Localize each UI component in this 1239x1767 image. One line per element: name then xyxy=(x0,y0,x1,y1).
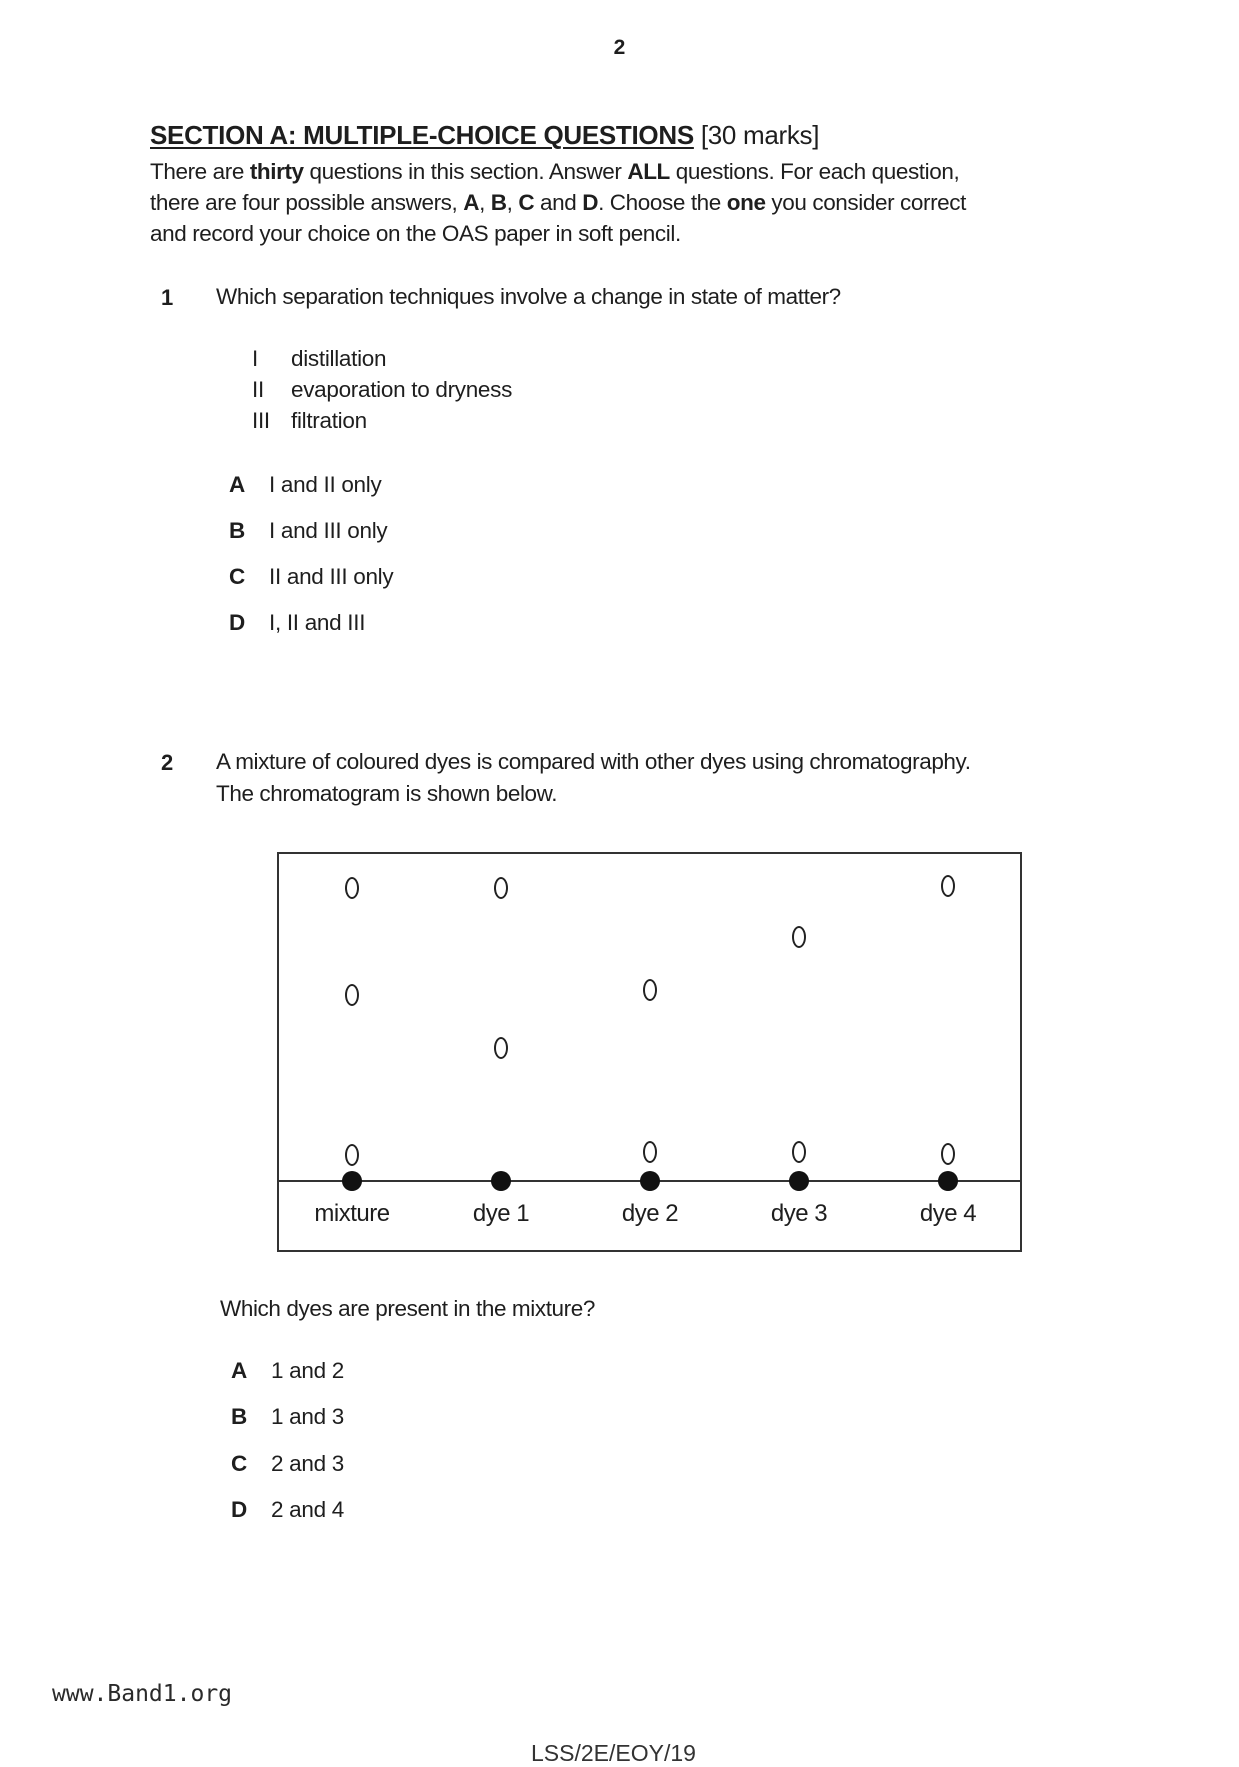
option-letter: C xyxy=(231,1451,247,1476)
dye4-origin-dot xyxy=(938,1171,958,1191)
section-title: SECTION A: MULTIPLE-CHOICE QUESTIONS xyxy=(150,120,694,150)
letter-b: B xyxy=(490,190,507,215)
option-text: 1 and 3 xyxy=(271,1404,344,1429)
option-text: 1 and 2 xyxy=(271,1358,344,1383)
option-text: I and II only xyxy=(269,472,382,497)
question-1-text: Which separation techniques involve a change in state of matter? xyxy=(216,284,841,309)
option-text: I and III only xyxy=(269,518,388,543)
page-number: 2 xyxy=(613,36,626,59)
statement-list xyxy=(252,346,512,439)
question-2-subquestion: Which dyes are present in the mixture? xyxy=(220,1296,595,1321)
q2-option-b[interactable] xyxy=(231,1404,344,1430)
emphasis-all: ALL xyxy=(627,159,670,184)
q2-option-a[interactable] xyxy=(231,1358,344,1384)
instructions-line-2 xyxy=(150,187,1080,218)
q1-option-a[interactable] xyxy=(229,472,381,498)
option-letter: B xyxy=(229,518,245,543)
option-text: 2 and 3 xyxy=(271,1451,344,1476)
emphasis-thirty: thirty xyxy=(249,159,304,184)
mixture-spot-1 xyxy=(345,877,359,899)
text: There are xyxy=(150,159,250,184)
text: , xyxy=(506,190,519,215)
question-2-number: 2 xyxy=(161,750,174,775)
q2-option-d[interactable] xyxy=(231,1497,344,1523)
q1-option-c[interactable] xyxy=(229,564,393,590)
option-letter: D xyxy=(231,1497,247,1522)
text: and xyxy=(534,190,583,215)
statement-numeral: I xyxy=(252,346,258,371)
emphasis-one: one xyxy=(726,190,766,215)
dye2-spot-2 xyxy=(643,1141,657,1163)
section-marks: [30 marks] xyxy=(700,120,820,150)
mixture-spot-2 xyxy=(345,984,359,1006)
lane-label-dye-4: dye 4 xyxy=(919,1200,977,1227)
statement-text: evaporation to dryness xyxy=(291,377,513,402)
dye2-origin-dot xyxy=(640,1171,660,1191)
lane-label-dye-3: dye 3 xyxy=(770,1200,828,1227)
dye3-spot-1 xyxy=(792,926,806,948)
dye4-spot-2 xyxy=(941,1143,955,1165)
option-text: II and III only xyxy=(269,564,394,589)
letter-d: D xyxy=(582,190,599,215)
option-text: I, II and III xyxy=(269,610,366,635)
text: questions in this section. Answer xyxy=(303,159,628,184)
statement-item xyxy=(252,346,512,377)
statement-numeral: III xyxy=(252,408,270,433)
dye4-spot-1 xyxy=(941,875,955,897)
option-letter: B xyxy=(231,1404,247,1429)
text: you consider correct xyxy=(765,190,967,215)
instructions-line-1 xyxy=(150,156,1080,187)
letter-a: A xyxy=(463,190,480,215)
lane-label-dye-1: dye 1 xyxy=(472,1200,530,1227)
statement-text: distillation xyxy=(291,346,387,371)
statement-item xyxy=(252,377,512,408)
q1-option-b[interactable] xyxy=(229,518,387,544)
dye3-origin-dot xyxy=(789,1171,809,1191)
dye2-spot-1 xyxy=(643,979,657,1001)
option-letter: D xyxy=(229,610,245,635)
text: . Choose the xyxy=(598,190,727,215)
letter-c: C xyxy=(518,190,535,215)
dye1-spot-1 xyxy=(494,877,508,899)
text: questions. For each question, xyxy=(669,159,960,184)
statement-item xyxy=(252,408,512,439)
section-heading xyxy=(150,120,819,151)
footer-website: www.Band1.org xyxy=(52,1681,233,1707)
instructions-line-3: and record your choice on the OAS paper in soft pencil. xyxy=(150,221,681,246)
lane-label-dye-2: dye 2 xyxy=(621,1200,679,1227)
option-letter: A xyxy=(229,472,245,497)
question-2-text-line-1: A mixture of coloured dyes is compared with other dyes using chromatography. xyxy=(216,749,971,774)
option-text: 2 and 4 xyxy=(271,1497,344,1522)
q1-option-d[interactable] xyxy=(229,610,365,636)
question-2-text-line-2: The chromatogram is shown below. xyxy=(216,781,558,806)
statement-text: filtration xyxy=(291,408,367,433)
statement-numeral: II xyxy=(252,377,264,402)
footer-paper-code: LSS/2E/EOY/19 xyxy=(531,1740,696,1766)
text: there are four possible answers, xyxy=(150,190,464,215)
option-letter: C xyxy=(229,564,245,589)
text: , xyxy=(479,190,491,215)
dye1-origin-dot xyxy=(491,1171,511,1191)
section-instructions xyxy=(150,156,1080,249)
option-letter: A xyxy=(231,1358,247,1383)
q2-option-c[interactable] xyxy=(231,1451,344,1477)
mixture-origin-dot xyxy=(342,1171,362,1191)
lane-label-mixture: mixture xyxy=(314,1200,390,1227)
chromatogram-box xyxy=(277,852,1022,1252)
dye3-spot-2 xyxy=(792,1141,806,1163)
dye1-spot-2 xyxy=(494,1037,508,1059)
mixture-spot-3 xyxy=(345,1144,359,1166)
question-1-number: 1 xyxy=(161,285,174,310)
